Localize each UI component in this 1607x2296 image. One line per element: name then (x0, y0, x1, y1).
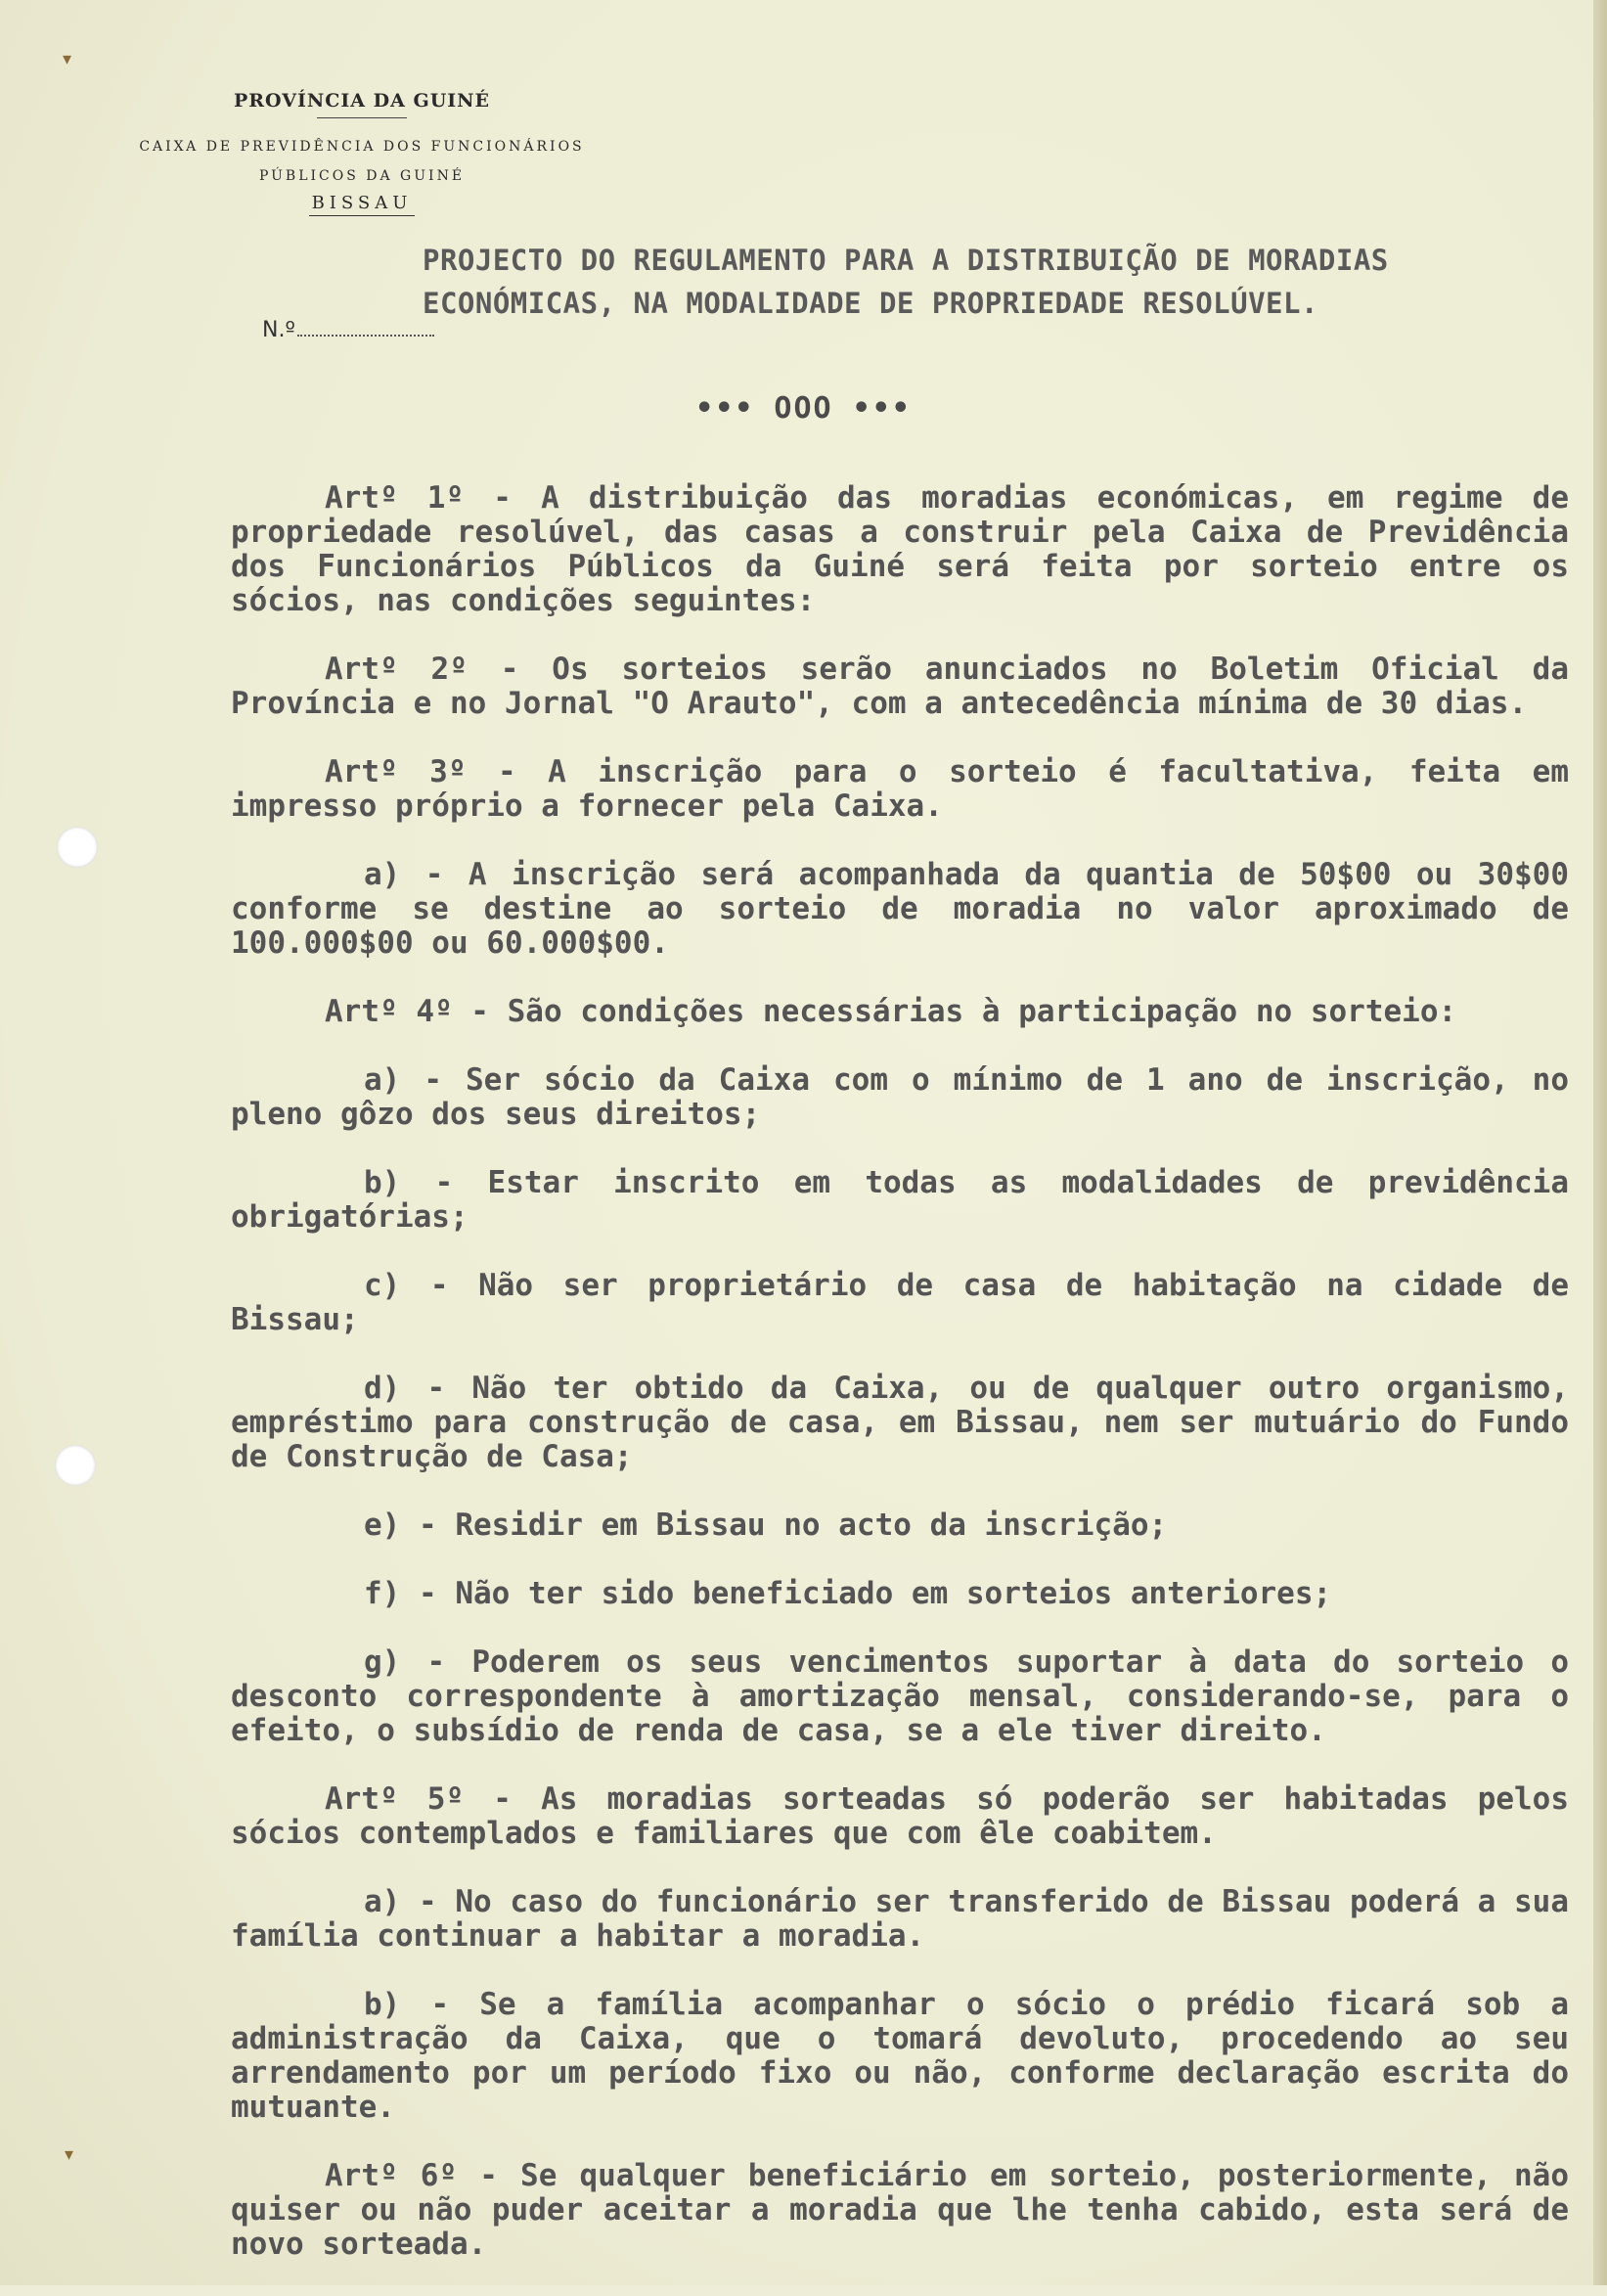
article-4-item-b: b) - Estar inscrito em todas as modalidades de previdência obrigatórias; (231, 1165, 1569, 1235)
section-separator: ••• OOO ••• (695, 391, 912, 426)
institution-line-1: CAIXA DE PREVIDÊNCIA DOS FUNCIONÁRIOS (139, 139, 585, 155)
article-4-item-a: a) - Ser sócio da Caixa com o mínimo de 1 ano de inscrição, no pleno gôzo dos seus direitos; (231, 1062, 1569, 1132)
article-4-item-e: e) - Residir em Bissau no acto da inscrição; (364, 1508, 1168, 1543)
article-4-item-f: f) - Não ter sido beneficiado em sorteios anteriores; (364, 1576, 1332, 1611)
article-5-item-b: b) - Se a família acompanhar o sócio o prédio ficará sob a administração da Caixa, que o tomará devoluto, procedendo ao seu arrendamento por um período fixo ou não, conforme declaração escrita do mutuante. (231, 1987, 1569, 2125)
paper-edge (1593, 0, 1607, 2285)
article-4-item-d: d) - Não ter obtido da Caixa, ou de qualquer outro organismo, empréstimo para construção de casa, em Bissau, nem ser mutuário do Fundo de Construção de Casa; (231, 1371, 1569, 1474)
article-6: Artº 6º - Se qualquer beneficiário em sorteio, posteriormente, não quiser ou não puder aceitar a moradia que lhe tenha cabido, esta será de novo sorteada. (231, 2158, 1569, 2262)
regulation-body (231, 481, 1569, 2296)
article-5: Artº 5º - As moradias sorteadas só poderão ser habitadas pelos sócios contemplados e familiares que com êle coabitem. (231, 1781, 1569, 1851)
punch-hole-bottom (55, 1445, 96, 1486)
article-4-item-g: g) - Poderem os seus vencimentos suportar à data do sorteio o desconto correspondente à amortização mensal, considerando-se, para o efeito, o subsídio de renda de casa, se a ele tiver direito. (231, 1644, 1569, 1748)
document-number-label: N.º (262, 318, 295, 342)
article-4-item-c: c) - Não ser proprietário de casa de habitação na cidade de Bissau; (231, 1268, 1569, 1337)
article-3-item-a: a) - A inscrição será acompanhada da quantia de 50$00 ou 30$00 conforme se destine ao sorteio de moradia no valor aproximado de 100.000$00 ou 60.000$00. (231, 857, 1569, 961)
article-1: Artº 1º - A distribuição das moradias económicas, em regime de propriedade resolúvel, das casas a construir pela Caixa de Previdência dos Funcionários Públicos da Guiné será feita por sorteio entre os sócios, nas condições seguintes: (231, 480, 1569, 618)
province-name: PROVÍNCIA DA GUINÉ (233, 90, 491, 112)
title-line-2: ECONÓMICAS, NA MODALIDADE DE PROPRIEDADE RESOLÚVEL. (423, 287, 1318, 320)
letterhead-rule (317, 117, 407, 118)
margin-mark: ▾ (63, 49, 72, 69)
margin-mark: ▾ (65, 2144, 74, 2165)
letterhead (88, 90, 636, 216)
document-title (423, 239, 1538, 325)
article-3: Artº 3º - A inscrição para o sorteio é facultativa, feita em impresso próprio a fornecer pela Caixa. (231, 754, 1569, 824)
article-4: Artº 4º - São condições necessárias à participação no sorteio: (325, 994, 1457, 1029)
city-name: BISSAU (309, 193, 416, 216)
document-number-blank (297, 317, 434, 337)
punch-hole-top (57, 827, 98, 868)
document-number-field (262, 317, 434, 342)
institution-line-2: PÚBLICOS DA GUINÉ (258, 168, 466, 184)
article-5-item-a: a) - No caso do funcionário ser transferido de Bissau poderá a sua família continuar a habitar a moradia. (231, 1884, 1569, 1954)
title-line-1: PROJECTO DO REGULAMENTO PARA A DISTRIBUIÇÃO DE MORADIAS (423, 244, 1389, 277)
article-2: Artº 2º - Os sorteios serão anunciados no Boletim Oficial da Província e no Jornal "O Arauto", com a antecedência mínima de 30 dias. (231, 652, 1569, 721)
